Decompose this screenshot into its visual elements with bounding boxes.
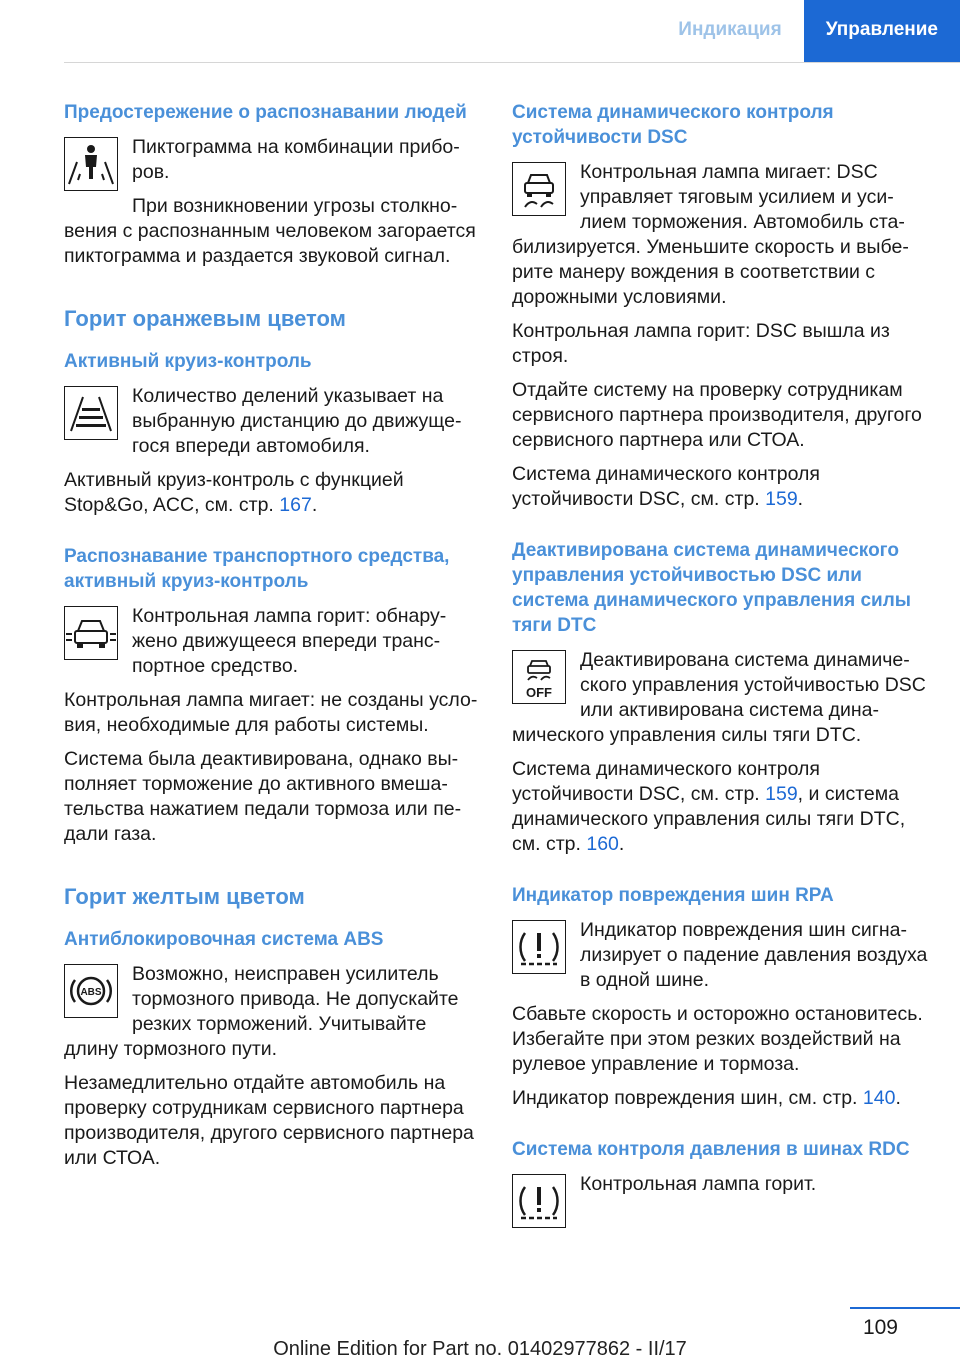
paragraph: Система была деактивирована, однако выполняет торможение до активного вмешательства нажатием педали тормоза или педали газа. <box>64 748 462 845</box>
edition-footer: Online Edition for Part no. 01402977862 - II/17 <box>273 1338 687 1360</box>
tab-control[interactable]: Управление <box>804 0 960 62</box>
dsc-off-icon <box>512 650 566 704</box>
dsc-icon <box>512 162 566 216</box>
paragraph <box>512 757 928 857</box>
section-title-dsc-off: Деактивирована система динамического управления устойчивостью DSC или система динамического управления силы тяги DTC <box>512 540 912 636</box>
paragraph: Контрольная лампа горит. <box>580 1173 817 1195</box>
footer-accent-line <box>850 1307 960 1309</box>
text: . <box>311 494 318 516</box>
section-title-pedestrian-warning: Предостережение о распознавании людей <box>64 102 467 123</box>
section-title-rpa: Индикатор повреждения шин RPA <box>512 885 834 906</box>
text: . <box>895 1087 901 1109</box>
tab-indication[interactable]: Индикация <box>656 0 803 62</box>
paragraph: Незамедлительно отдайте автомобиль на проверку сотрудникам сервисного партнера производителя, другого сервисного партнера или СТОА. <box>64 1072 474 1169</box>
section-title-active-cruise: Активный круиз-контроль <box>64 351 312 372</box>
off-icon-label: OFF <box>526 685 552 700</box>
heading-orange: Горит оранжевым цветом <box>64 306 346 331</box>
right-column <box>512 100 928 1234</box>
text: , и система динамического управления силы тяги DTC, см. стр. <box>512 783 906 855</box>
paragraph: Возможно, неисправен усилитель тормозного привода. Не допускайте резких торможений. Учитывайте длину тормозного пути. <box>64 963 459 1060</box>
paragraph: Контрольная лампа мигает: DSC управляет тяговым усилием и усилием торможения. Автомобиль стабилизируется. Уменьшите скорость и выберите манеру вождения в соответствии с дорожными условиями. <box>512 161 909 308</box>
paragraph: Контрольная лампа горит: DSC вышла из строя. <box>512 320 890 367</box>
text: Система динамического контроля устойчивости DSC, см. стр. <box>512 758 820 805</box>
paragraph <box>64 468 482 518</box>
abs-icon-label: ABS <box>80 987 102 998</box>
section-title-vehicle-detection: Распознавание транспортного средства, активный круиз-контроль <box>64 546 450 592</box>
car-detection-icon <box>64 606 118 660</box>
abs-icon <box>64 964 118 1018</box>
section-title-rdc: Система контроля давления в шинах RDC <box>512 1139 910 1160</box>
paragraph: Индикатор повреждения шин сигнализирует о падение давления воздуха в одной шине. <box>580 919 928 991</box>
page-link-167[interactable]: 167 <box>279 494 312 516</box>
header-divider <box>64 62 960 63</box>
text: Активный круиз-контроль с функцией Stop&Go, ACC, см. стр. <box>64 469 404 516</box>
section-title-dsc: Система динамического контроля устойчивости DSC <box>512 102 834 148</box>
heading-yellow: Горит желтым цветом <box>64 884 305 909</box>
paragraph: Деактивирована система динамического управления устойчивостью DSC или активирована система динамического управления силы тяги DTC. <box>512 649 926 746</box>
paragraph <box>512 462 928 512</box>
tire-pressure-icon <box>512 1174 566 1228</box>
left-column <box>64 100 482 1180</box>
page-link-159[interactable]: 159 <box>765 783 798 805</box>
paragraph <box>512 1086 928 1111</box>
paragraph: Контрольная лампа мигает: не созданы условия, необходимые для работы системы. <box>64 689 478 736</box>
text: . <box>618 833 625 855</box>
paragraph: Сбавьте скорость и осторожно остановитесь. Избегайте при этом резких воздействий на рулевое управление и тормоза. <box>512 1003 923 1075</box>
page-link-140[interactable]: 140 <box>862 1087 896 1109</box>
page-number: 109 <box>862 1316 898 1339</box>
top-navigation <box>656 0 960 62</box>
text: . <box>797 488 804 510</box>
text: Индикатор повреждения шин, см. стр. <box>512 1087 863 1109</box>
distance-bars-icon <box>64 386 118 440</box>
section-title-abs: Антиблокировочная система ABS <box>64 929 384 950</box>
page-link-159[interactable]: 159 <box>765 488 798 510</box>
page-link-160[interactable]: 160 <box>586 833 619 855</box>
tire-warning-icon <box>512 920 566 974</box>
text: Система динамического контроля устойчивости DSC, см. стр. <box>512 463 820 510</box>
paragraph: Количество делений указывает на выбранную дистанцию до движущегося впереди автомобиля. <box>132 385 462 457</box>
paragraph: Отдайте систему на проверку сотрудникам сервисного партнера производителя, другого сервисного партнера или СТОА. <box>512 379 922 451</box>
paragraph: Пиктограмма на комбинации приборов. <box>132 136 460 183</box>
paragraph: Контрольная лампа горит: обнаружено движущееся впереди транспортное средство. <box>132 605 447 677</box>
paragraph: При возникновении угрозы столкновения с распознанным человеком загорается пиктограмма и раздается звуковой сигнал. <box>64 195 476 267</box>
pedestrian-warning-icon <box>64 137 118 191</box>
